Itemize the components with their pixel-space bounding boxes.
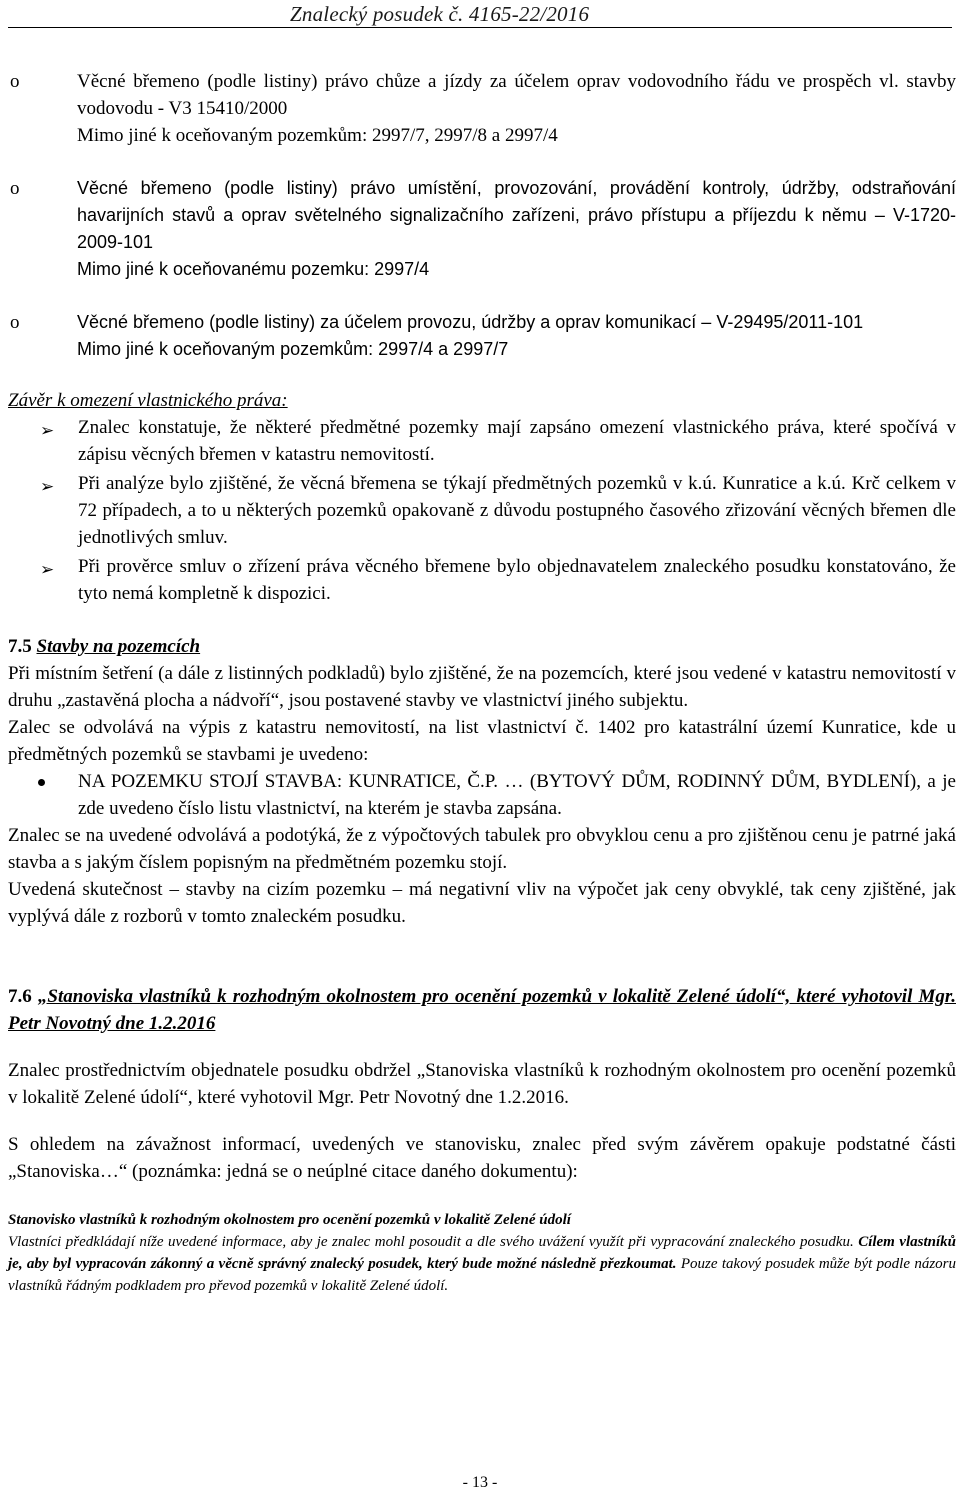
list-marker: o [10, 312, 20, 333]
building-item [8, 768, 956, 822]
bullet-dot-icon [38, 779, 45, 786]
easement-item [8, 309, 956, 363]
arrow-bullet-icon: ➢ [40, 560, 55, 579]
section-7-5-heading [8, 633, 956, 660]
page-content [8, 68, 956, 1297]
page-number: - 13 - [462, 1474, 498, 1491]
easement-description: Věcné břemeno (podle listiny) za účelem provozu, údržby a oprav komunikací – V-29495/2011-101 [77, 312, 864, 332]
section-title: Stavby na pozemcích [36, 636, 201, 657]
arrow-bullet-icon: ➢ [40, 421, 55, 440]
conclusion-item [8, 553, 956, 607]
section-7-5-paragraph: Zalec se odvolává na výpis z katastru nemovitostí, na list vlastnictví č. 1402 pro katastrální území Kunratice, kde u předmětných pozemků se stavbami je uvedeno: [8, 717, 956, 765]
building-text: NA POZEMKU STOJÍ STAVBA: KUNRATICE, Č.P. … (BYTOVÝ DŮM, RODINNÝ DŮM, BYDLENÍ), a je zde uvedeno číslo listu vlastnictví, na kterém je stavba zapsána. [78, 771, 956, 819]
conclusion-item [8, 414, 956, 468]
section-7-5-paragraph: Při místním šetření (a dále z listinných podkladů) bylo zjištěné, že na pozemcích, které jsou vedené v katastru nemovitostí v druhu „zastavěná plocha a nádvoří“, jsou postavené stavby ve vlastnictví jiného subjektu. [8, 663, 956, 711]
easement-description: Věcné břemeno (podle listiny) právo umístění, provozování, provádění kontroly, údržby, odstraňování havarijních stavů a oprav světelného signalizačního zařízeni, právo přístupu a příjezdu k němu – V-1720-2009-101 [77, 178, 956, 252]
section-7-6-paragraph: Znalec prostřednictvím objednatele posudku obdržel „Stanoviska vlastníků k rozhodným okolnostem pro ocenění pozemků v lokalitě Zelené údolí“, které vyhotovil Mgr. Petr Novotný dne 1.2.2016. [8, 1060, 956, 1108]
easement-list [8, 68, 956, 363]
quote-text: Pouze takový posudek může být podle názoru vlastníků řádným podkladem pro převod pozemků v lokalitě Zelené údolí. [8, 1256, 957, 1294]
header-rule [8, 27, 952, 28]
section-title: „Stanoviska vlastníků k rozhodným okolnostem pro ocenění pozemků v lokalitě Zelené údolí“, které vyhotovil Mgr. Petr Novotný dne 1.2.2016 [8, 986, 956, 1034]
page-header [0, 0, 960, 28]
quote-text: Vlastníci předkládají níže uvedené informace, aby je znalec mohl posoudit a dle svého uvážení využít při vypracování znaleckého posudku. [8, 1234, 854, 1250]
quote-title: Stanovisko vlastníků k rozhodným okolnostem pro ocenění pozemků v lokalitě Zelené údolí [8, 1212, 571, 1228]
conclusion-text: Znalec konstatuje, že některé předmětné pozemky mají zapsáno omezení vlastnického práva, které spočívá v zápisu věcných břemen v katastru nemovitostí. [78, 417, 956, 465]
quote-body [8, 1231, 956, 1297]
section-number: 7.5 [8, 636, 32, 657]
section-number: 7.6 [8, 986, 32, 1007]
conclusion-text: Při prověrce smluv o zřízení práva věcného břemene bylo objednavatelem znaleckého posudku konstatováno, že tyto nemá kompletně k dispozici. [78, 556, 956, 604]
conclusion-heading: Závěr k omezení vlastnického práva: [8, 390, 288, 411]
easement-parcels: Mimo jiné k oceňovaným pozemkům: 2997/4 a 2997/7 [77, 339, 509, 359]
easement-parcels: Mimo jiné k oceňovanému pozemku: 2997/4 [77, 259, 430, 279]
document-title: Znalecký posudek č. 4165-22/2016 [290, 2, 590, 26]
easement-item [8, 175, 956, 283]
list-marker: o [10, 71, 20, 92]
section-7-6-paragraph: S ohledem na závažnost informací, uvedených ve stanovisku, znalec před svým závěrem opakuje podstatné části „Stanoviska…“ (poznámka: jedná se o neúplné citace daného dokumentu): [8, 1134, 956, 1182]
easement-item [8, 68, 956, 149]
conclusion-text: Při analýze bylo zjištěné, že věcná břemena se týkají předmětných pozemků v k.ú. Kunratice a k.ú. Krč celkem v 72 případech, a to u některých pozemků opakovaně z důvodu postupného časového zřizování věcných břemen dle jednotlivých smluv. [78, 473, 956, 548]
section-7-6-heading [8, 983, 956, 1037]
conclusion-item [8, 470, 956, 551]
quote-text-bold: Cílem vlastníků je, aby byl vypracován zákonný a věcně správný znalecký posudek, který bude možné následně přezkoumat. [8, 1234, 956, 1272]
conclusion-list [8, 414, 956, 607]
section-7-5-paragraph: Znalec se na uvedené odvolává a podotýká, že z výpočtových tabulek pro obvyklou cenu a pro zjištěnou cenu je patrné jaká stavba a s jakým číslem popisným na předmětném pozemku stojí. [8, 825, 956, 873]
building-list [8, 768, 956, 822]
list-marker: o [10, 178, 20, 199]
easement-description: Věcné břemeno (podle listiny) právo chůze a jízdy za účelem oprav vodovodního řádu ve prospěch vl. stavby vodovodu - V3 15410/2000 [77, 71, 956, 119]
arrow-bullet-icon: ➢ [40, 477, 55, 496]
section-7-5-paragraph: Uvedená skutečnost – stavby na cizím pozemku – má negativní vliv na výpočet jak ceny obvyklé, tak ceny zjištěné, jak vyplývá dále z rozborů v tomto znaleckém posudku. [8, 879, 956, 927]
easement-parcels: Mimo jiné k oceňovaným pozemkům: 2997/7, 2997/8 a 2997/4 [77, 125, 558, 146]
